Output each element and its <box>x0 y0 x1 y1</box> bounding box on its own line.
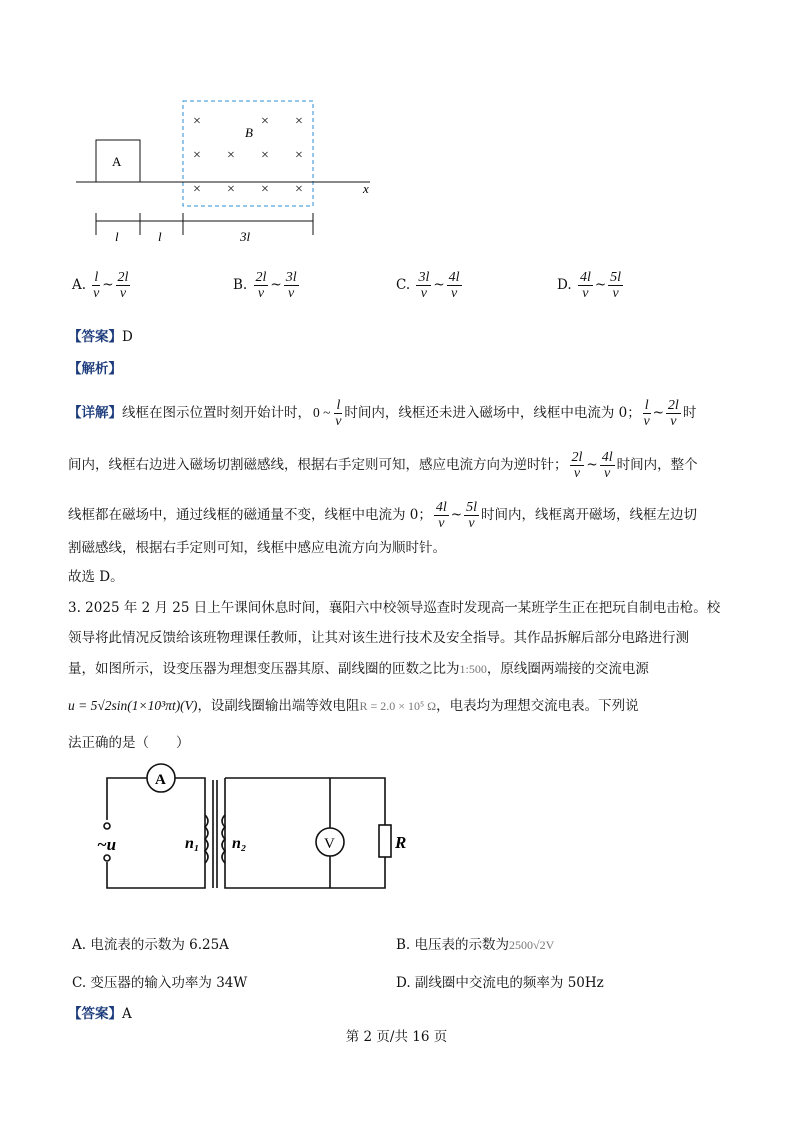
document-page: A x B × × × × × × × × × × × l l 3l A. $\frac{l}{v}$ ~ $\frac{2l}{v}$ B. $\frac{2l}{v}$ ~ $\frac{3l}{v}$ C. $\frac{3l}{v}$ ~ $\frac{4l}{v}$ D. $\frac{4l}{v}$ ~ $\frac{5l}{v}$ 【答案】D 【解析】 【详解】线框在图示位置时刻开始计时， 0 ~ $\frac{l}{v}$ 时间内，线框还未进入磁场中，线框中电流为 0； $\frac{l}{v}$ ~ $\frac{2l}{v}$ 时 间内，线框右边进入磁场切割磁感线，根据右手定则可知，感应电流方向为逆时针； $\frac{2l}{v}$ ~ $\frac{4l}{v}$ 时间内，整个 线框都在磁场中，通过线框的磁通量不变，线框中电流为 0； $\frac{4l}{v}$ ~ $\frac{5l}{v}$ 时间内，线框离开磁场，线框左边切 割磁感线，根据右手定则可知，线框中感应电流方向为顺时针。 故选 D。 3. 2025 年 2 月 25 日上午课间休息时间，襄阳六中校领导巡查时发现高一某班学生正在把玩自制电击枪。校 领导将此情况反馈给该班物理课任教师，让其对该生进行技术及安全指导。其作品拆解后部分电路进行测 量，如图所示，设变压器为理想变压器其原、副线圈的匝数之比为1:500，原线圈两端接的交流电源 u = 5√2sin(1×10³πt)(V)，设副线圈输出端等效电阻R = 2.0 × 10⁵ Ω，电表均为理想交流电表。下列说 法正确的是（ ） A V ~u n₁ n₂ R A. 电流表的示数为 6.25A B. 电压表的示数为2500√2V C. 变压器的输入功率为 34W D. 副线圈中交流电的频率为 50Hz 【答案】A 第 2 页/共 16 页 <box>0 0 793 1123</box>
option-a[interactable]: A. 电流表的示数为 6.25A <box>72 937 229 953</box>
dim-3: 3l <box>240 229 251 244</box>
conclusion: 故选 D。 <box>68 569 124 585</box>
svg-text:×: × <box>261 148 269 163</box>
svg-text:×: × <box>261 182 269 197</box>
analysis-heading: 【解析】 <box>68 361 122 377</box>
box-label: A <box>112 154 122 169</box>
option-b[interactable]: B. $\frac{2l}{v}$ ~ $\frac{3l}{v}$ <box>233 270 297 301</box>
dim-1: l <box>115 229 119 244</box>
q2-answer: 【答案】D <box>68 329 133 345</box>
source-label: ~u <box>97 835 117 854</box>
option-d[interactable]: D. 副线圈中交流电的频率为 50Hz <box>396 975 604 991</box>
option-a[interactable]: A. $\frac{l}{v}$ ~ $\frac{2l}{v}$ <box>72 270 129 301</box>
field-label: B <box>245 125 253 140</box>
svg-text:×: × <box>227 182 235 197</box>
svg-text:×: × <box>295 148 303 163</box>
svg-text:×: × <box>295 182 303 197</box>
figure-magnetic-field <box>70 95 380 244</box>
option-b[interactable]: B. 电压表的示数为2500√2V <box>396 937 555 953</box>
option-c[interactable]: C. $\frac{3l}{v}$ ~ $\frac{4l}{v}$ <box>396 270 460 301</box>
option-c[interactable]: C. 变压器的输入功率为 34W <box>72 975 248 991</box>
svg-text:×: × <box>227 148 235 163</box>
q3-answer: 【答案】A <box>68 1006 132 1022</box>
svg-text:×: × <box>261 114 269 129</box>
voltmeter-label: V <box>324 836 335 852</box>
option-d[interactable]: D. $\frac{4l}{v}$ ~ $\frac{5l}{v}$ <box>557 270 622 301</box>
svg-text:×: × <box>295 114 303 129</box>
svg-text:×: × <box>193 114 201 129</box>
page-footer: 第 2 页/共 16 页 <box>345 1029 448 1045</box>
circuit-diagram <box>95 770 407 895</box>
ammeter-label: A <box>155 772 166 788</box>
resistor-label: R <box>395 833 407 852</box>
svg-text:×: × <box>193 148 201 163</box>
n1-label: n₁ <box>185 835 200 852</box>
axis-x-label: x <box>363 181 369 196</box>
dim-2: l <box>158 229 162 244</box>
n2-label: n₂ <box>232 835 247 852</box>
svg-text:×: × <box>193 182 201 197</box>
